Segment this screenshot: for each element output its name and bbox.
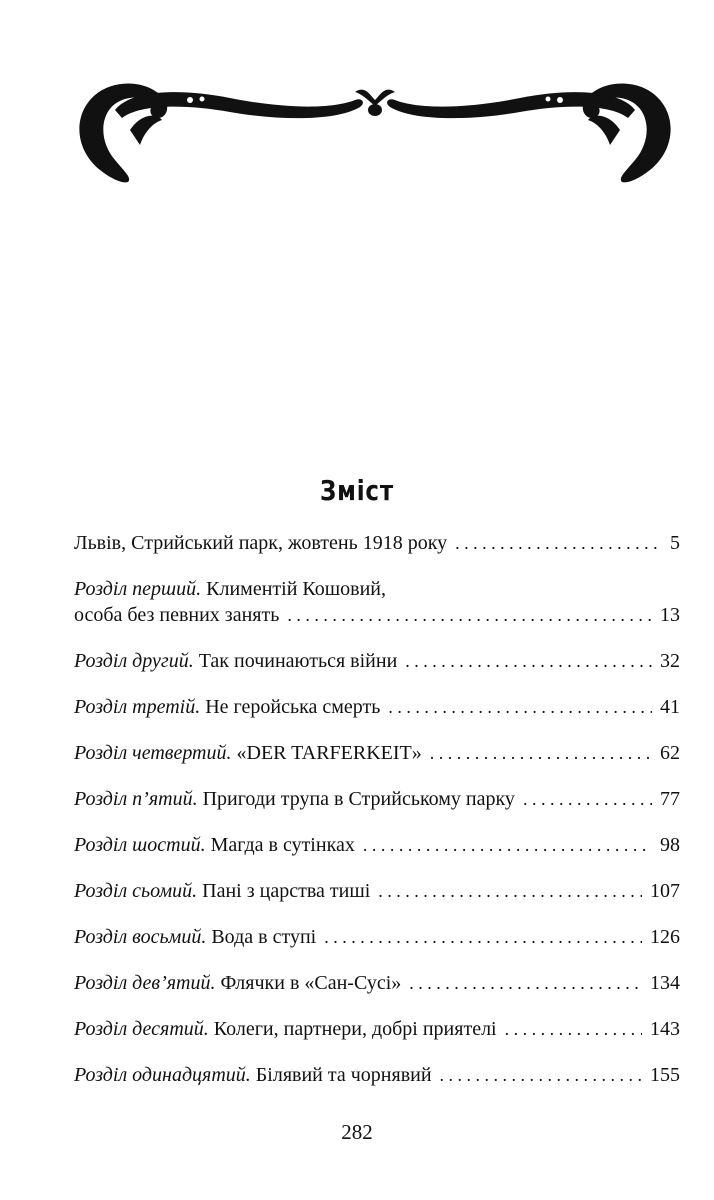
- toc-entry-title: Климентій Кошовий,: [206, 578, 386, 600]
- toc-entry-title: Не геройська смерть: [205, 696, 381, 718]
- toc-entry-chapter: Розділ другий.: [74, 650, 194, 672]
- toc-entry: [74, 530, 680, 556]
- toc-entry-title: Львів, Стрийський парк, жовтень 1918 року: [74, 532, 448, 554]
- toc-entry-title: Білявий та чорнявий: [255, 1064, 432, 1086]
- toc-entry-chapter: Розділ четвертий.: [74, 742, 232, 764]
- toc-entry: [74, 576, 680, 628]
- toc-entry-chapter: Розділ десятий.: [74, 1018, 209, 1040]
- toc-entry-title: Так починаються війни: [198, 650, 398, 672]
- toc-entry-page: 13: [660, 604, 680, 626]
- toc-entry: [74, 1016, 680, 1042]
- dot-leader: [363, 832, 652, 858]
- dot-leader: [523, 786, 652, 812]
- dot-leader: [388, 694, 652, 720]
- dot-leader: [287, 602, 652, 628]
- toc-entry-chapter: Розділ шостий.: [74, 834, 206, 856]
- toc-entry-chapter: Розділ сьомий.: [74, 880, 198, 902]
- toc-entry-page: 107: [650, 880, 680, 902]
- toc-entry-title: Пригоди трупа в Стрийському парку: [202, 788, 515, 810]
- dot-leader: [505, 1016, 642, 1042]
- dot-leader: [324, 924, 642, 950]
- toc-entry-page: 98: [660, 834, 680, 856]
- dot-leader: [430, 740, 652, 766]
- dot-leader: [378, 878, 642, 904]
- dot-leader: [409, 970, 642, 996]
- toc-entry-page: 32: [660, 650, 680, 672]
- toc-entry-title: Флячки в «Сан-Сусі»: [220, 972, 402, 994]
- toc-entry-title: Пані з царства тиші: [202, 880, 371, 902]
- toc-entry-page: 41: [660, 696, 680, 718]
- header-ornament-icon: [70, 70, 680, 185]
- toc-entry-chapter: Розділ восьмий.: [74, 926, 207, 948]
- toc-entry: [74, 694, 680, 720]
- dot-leader: [405, 648, 652, 674]
- toc-entry: [74, 648, 680, 674]
- toc-entry-chapter: Розділ третій.: [74, 696, 201, 718]
- dot-leader: [440, 1062, 642, 1088]
- toc-entry: [74, 1062, 680, 1088]
- toc-entry-page: 5: [670, 532, 680, 554]
- page-number: 282: [341, 1120, 373, 1144]
- toc-entry: [74, 740, 680, 766]
- toc-entry: [74, 878, 680, 904]
- toc-entry-chapter: Розділ п’ятий.: [74, 788, 198, 810]
- toc-entry-page: 62: [660, 742, 680, 764]
- toc-entry-title: «DER TARFERKEIT»: [236, 742, 422, 764]
- page-title: Зміст: [320, 474, 394, 507]
- toc-entry: [74, 924, 680, 950]
- toc-entry-title-continued: особа без певних занять: [74, 604, 280, 626]
- toc-entry-page: 143: [650, 1018, 680, 1040]
- toc-entry-chapter: Розділ перший.: [74, 578, 202, 600]
- table-of-contents: [74, 530, 680, 1108]
- dot-leader: [455, 530, 662, 556]
- toc-entry-title: Колеги, партнери, добрі приятелі: [213, 1018, 497, 1040]
- toc-entry: [74, 970, 680, 996]
- toc-entry-page: 155: [650, 1064, 680, 1086]
- toc-entry-page: 134: [650, 972, 680, 994]
- toc-entry-title: Магда в сутінках: [210, 834, 355, 856]
- toc-entry-page: 126: [650, 926, 680, 948]
- toc-entry: [74, 786, 680, 812]
- toc-entry-chapter: Розділ дев’ятий.: [74, 972, 216, 994]
- toc-entry-title: Вода в ступі: [211, 926, 317, 948]
- toc-entry: [74, 832, 680, 858]
- toc-entry-page: 77: [660, 788, 680, 810]
- toc-entry-chapter: Розділ одинадцятий.: [74, 1064, 251, 1086]
